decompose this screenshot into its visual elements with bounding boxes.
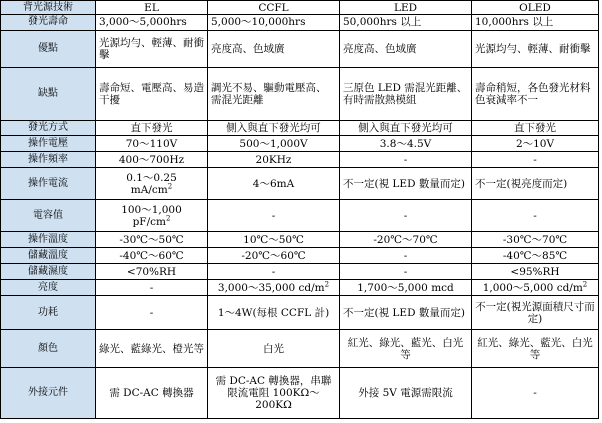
cell-el bbox=[96, 168, 208, 200]
cell-led: 三原色 LED 需混光距離、有時需散熱模組 bbox=[340, 68, 472, 120]
cell-led: - bbox=[340, 200, 472, 232]
cell-oled: -30℃～70℃ bbox=[472, 232, 599, 248]
row-external-components bbox=[1, 367, 599, 418]
cell-led: 紅光、綠光、藍光、白光等 bbox=[340, 330, 472, 367]
cell-ccfl bbox=[208, 280, 340, 296]
cell-led: 1,700～5,000 mcd bbox=[340, 280, 472, 296]
cell-oled: 2～10V bbox=[472, 136, 599, 152]
row-label: 電容值 bbox=[1, 200, 96, 232]
row-disadvantages bbox=[1, 68, 599, 120]
cell-oled: -40℃～85℃ bbox=[472, 248, 599, 264]
cell-led: 亮度高、色域廣 bbox=[340, 30, 472, 67]
row-label: 儲藏溫度 bbox=[1, 248, 96, 264]
unit-superscript: 2 bbox=[167, 182, 173, 191]
cell-el: -40℃～60℃ bbox=[96, 248, 208, 264]
cell-led: 不一定(視 LED 數量而定) bbox=[340, 296, 472, 330]
cell-oled: 紅光、綠光、藍光、白光等 bbox=[472, 330, 599, 367]
row-label: 外接元件 bbox=[1, 367, 96, 418]
cell-ccfl: 調光不易、驅動電壓高、需混光距離 bbox=[208, 68, 340, 120]
header-oled: OLED bbox=[472, 1, 599, 15]
row-label: 儲藏濕度 bbox=[1, 264, 96, 280]
row-label: 亮度 bbox=[1, 280, 96, 296]
row-label: 操作電流 bbox=[1, 168, 96, 200]
cell-oled: - bbox=[472, 367, 599, 418]
cell-el-value: 100～1,000 bbox=[121, 203, 182, 216]
cell-led: 側入與直下發光均可 bbox=[340, 120, 472, 136]
cell-led: - bbox=[340, 248, 472, 264]
cell-ccfl: - bbox=[208, 200, 340, 232]
cell-ccfl: - bbox=[208, 264, 340, 280]
cell-el-value: 0.1～0.25 bbox=[126, 171, 177, 184]
row-label: 操作電壓 bbox=[1, 136, 96, 152]
unit-superscript: 2 bbox=[582, 280, 588, 289]
cell-oled bbox=[472, 280, 599, 296]
row-label: 發光壽命 bbox=[1, 15, 96, 31]
cell-el-unit: mA/cm bbox=[130, 183, 168, 196]
header-corner: 背光源技術 bbox=[1, 1, 96, 15]
cell-el: - bbox=[96, 296, 208, 330]
row-label: 發光方式 bbox=[1, 120, 96, 136]
cell-el: 400～700Hz bbox=[96, 152, 208, 168]
cell-oled: 直下發光 bbox=[472, 120, 599, 136]
cell-led: 50,000hrs 以上 bbox=[340, 15, 472, 31]
cell-oled: - bbox=[472, 200, 599, 232]
cell-led: - bbox=[340, 152, 472, 168]
cell-el: 需 DC-AC 轉換器 bbox=[96, 367, 208, 418]
cell-led: -20℃～70℃ bbox=[340, 232, 472, 248]
row-frequency bbox=[1, 152, 599, 168]
cell-ccfl: 需 DC-AC 轉換器，串聯限流電阻 100KΩ～200KΩ bbox=[208, 367, 340, 418]
cell-ccfl: -20℃～60℃ bbox=[208, 248, 340, 264]
cell-el: -30℃～50℃ bbox=[96, 232, 208, 248]
row-storage-temp bbox=[1, 248, 599, 264]
row-advantages bbox=[1, 30, 599, 67]
cell-ccfl: 4～6mA bbox=[208, 168, 340, 200]
row-voltage bbox=[1, 136, 599, 152]
cell-led: 3.8～4.5V bbox=[340, 136, 472, 152]
cell-ccfl: 10℃～50℃ bbox=[208, 232, 340, 248]
cell-led: - bbox=[340, 264, 472, 280]
row-label: 缺點 bbox=[1, 68, 96, 120]
cell-el bbox=[96, 200, 208, 232]
cell-el: 綠光、藍綠光、橙光等 bbox=[96, 330, 208, 367]
cell-el: - bbox=[96, 280, 208, 296]
cell-el: 3,000～5,000hrs bbox=[96, 15, 208, 31]
cell-led: 不一定(視 LED 數量而定) bbox=[340, 168, 472, 200]
cell-oled: 10,000hrs 以上 bbox=[472, 15, 599, 31]
cell-oled: 光源均勻、輕薄、耐衝擊 bbox=[472, 30, 599, 67]
cell-ccfl: 5,000～10,000hrs bbox=[208, 15, 340, 31]
cell-el: 直下發光 bbox=[96, 120, 208, 136]
row-capacitance bbox=[1, 200, 599, 232]
row-lifetime bbox=[1, 15, 599, 31]
cell-el: 70～110V bbox=[96, 136, 208, 152]
cell-ccfl: 500～1,000V bbox=[208, 136, 340, 152]
row-current bbox=[1, 168, 599, 200]
cell-el-unit: pF/cm bbox=[132, 215, 166, 228]
row-operating-temp bbox=[1, 232, 599, 248]
row-label: 操作溫度 bbox=[1, 232, 96, 248]
header-el: EL bbox=[96, 1, 208, 15]
cell-oled: 壽命稍短，各色發光材料色衰減率不一 bbox=[472, 68, 599, 120]
header-row bbox=[1, 1, 599, 15]
row-color bbox=[1, 330, 599, 367]
row-label: 顏色 bbox=[1, 330, 96, 367]
cell-el: <70%RH bbox=[96, 264, 208, 280]
cell-ccfl: 亮度高、色域廣 bbox=[208, 30, 340, 67]
cell-oled: 不一定(視亮度而定) bbox=[472, 168, 599, 200]
cell-ccfl: 20KHz bbox=[208, 152, 340, 168]
cell-ccfl: 白光 bbox=[208, 330, 340, 367]
cell-ccfl-value: 3,000～35,000 cd/m bbox=[217, 281, 325, 294]
cell-ccfl: 1～4W(每根 CCFL 計) bbox=[208, 296, 340, 330]
row-power bbox=[1, 296, 599, 330]
cell-oled: <95%RH bbox=[472, 264, 599, 280]
cell-el: 光源均勻、輕薄、耐衝擊 bbox=[96, 30, 208, 67]
row-label: 操作頻率 bbox=[1, 152, 96, 168]
cell-ccfl: 側入與直下發光均可 bbox=[208, 120, 340, 136]
unit-superscript: 2 bbox=[165, 214, 171, 223]
cell-oled-value: 1,000～5,000 cd/m bbox=[482, 281, 583, 294]
cell-oled: - bbox=[472, 152, 599, 168]
header-ccfl: CCFL bbox=[208, 1, 340, 15]
cell-oled: 不一定(視光源面積尺寸而定) bbox=[472, 296, 599, 330]
row-storage-humidity bbox=[1, 264, 599, 280]
unit-superscript: 2 bbox=[324, 280, 330, 289]
header-led: LED bbox=[340, 1, 472, 15]
row-label: 優點 bbox=[1, 30, 96, 67]
row-brightness bbox=[1, 280, 599, 296]
cell-led: 外接 5V 電源需限流 bbox=[340, 367, 472, 418]
cell-el: 壽命短、電壓高、易造干擾 bbox=[96, 68, 208, 120]
row-emission-mode bbox=[1, 120, 599, 136]
row-label: 功耗 bbox=[1, 296, 96, 330]
